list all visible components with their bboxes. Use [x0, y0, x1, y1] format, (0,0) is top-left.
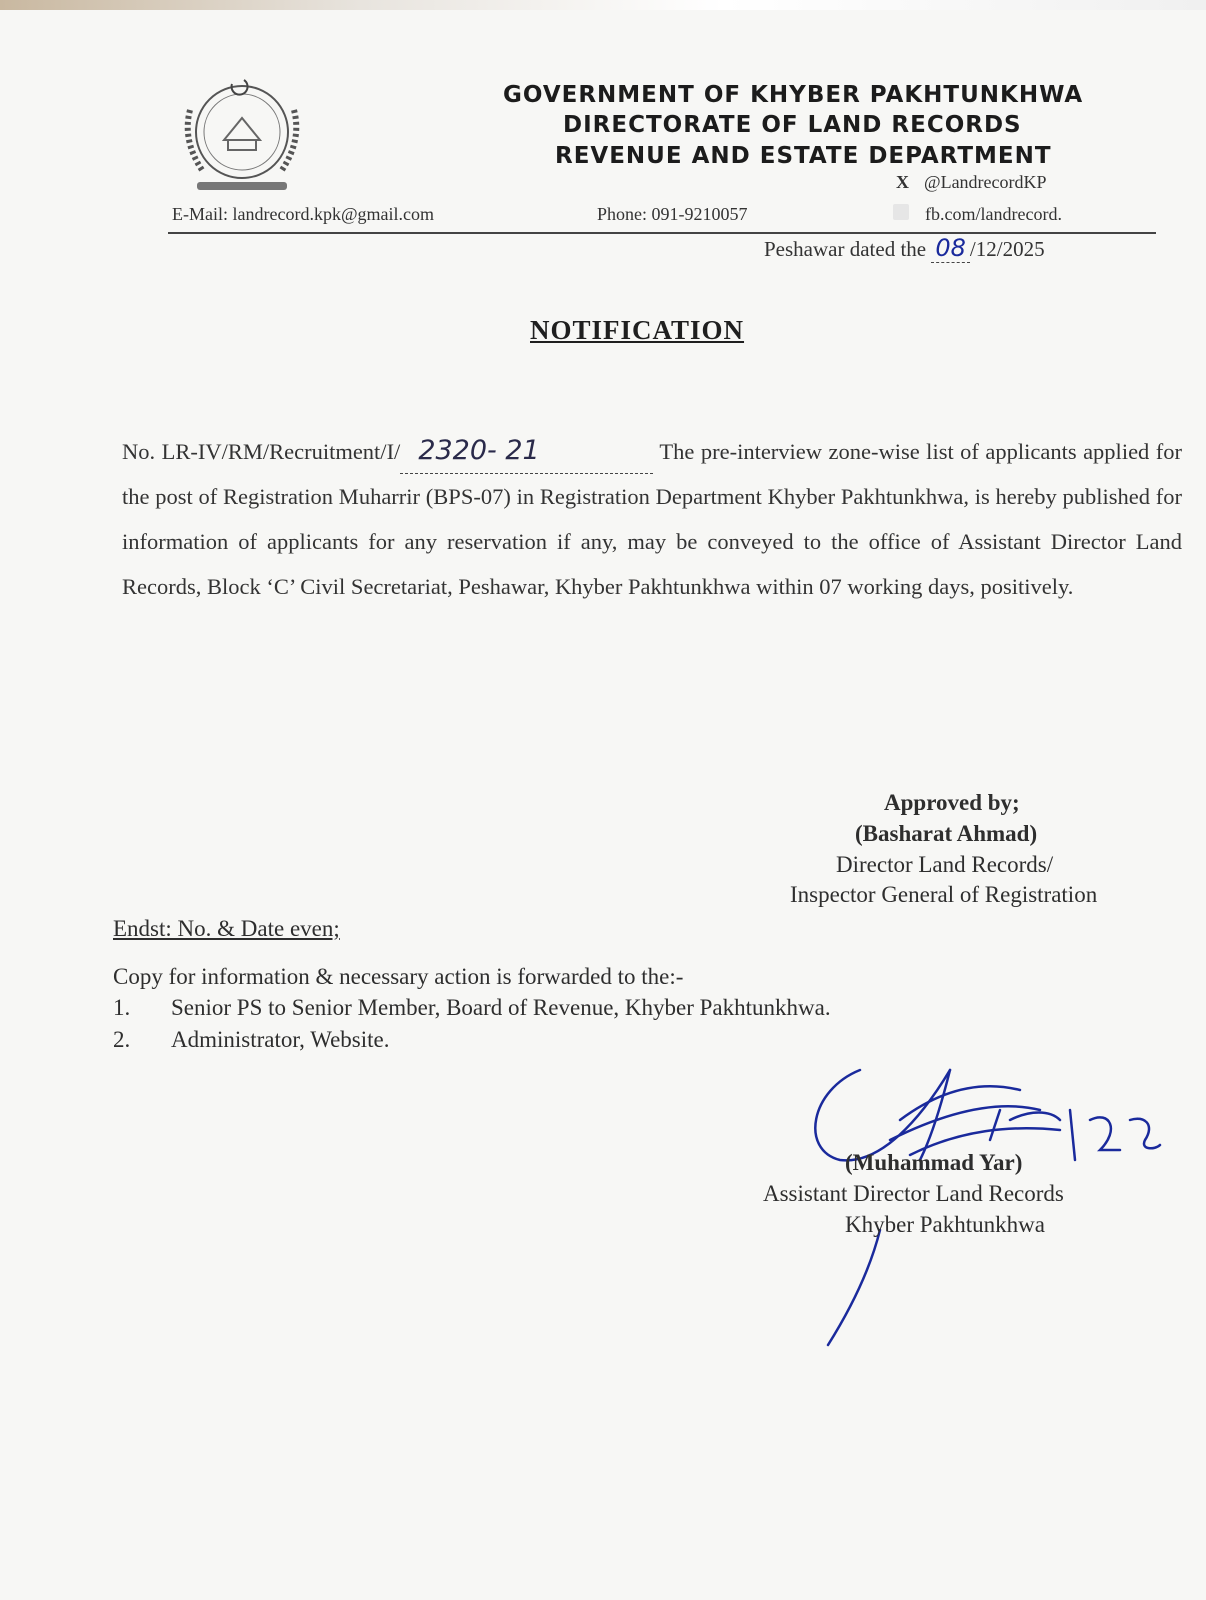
notification-body — [122, 428, 1182, 609]
dated-line — [764, 234, 1045, 262]
list-item: Senior PS to Senior Member, Board of Revenue, Khyber Pakhtunkhwa. — [171, 995, 831, 1020]
signatory-designation-2: Khyber Pakhtunkhwa — [845, 1212, 1045, 1237]
endorsement-heading: Endst: No. & Date even; — [113, 916, 340, 941]
list-item-number: 1. — [113, 995, 131, 1020]
endorsement-intro: Copy for information & necessary action is forwarded to the:- — [113, 964, 684, 989]
approved-label: Approved by; — [884, 790, 1020, 815]
header-government: GOVERNMENT OF KHYBER PAKHTUNKHWA — [503, 82, 1084, 108]
header-directorate: DIRECTORATE OF LAND RECORDS — [563, 112, 1022, 138]
list-item-number: 2. — [113, 1027, 131, 1052]
twitter-handle: @LandrecordKP — [924, 172, 1047, 192]
list-item: Administrator, Website. — [171, 1027, 390, 1052]
reference-prefix: No. LR-IV/RM/Recruitment/I/ — [122, 439, 401, 464]
phone: Phone: 091-9210057 — [597, 204, 748, 224]
dated-rest: /12/2025 — [969, 237, 1045, 261]
approver-designation-2: Inspector General of Registration — [790, 882, 1098, 907]
dated-day: 08 — [931, 234, 970, 263]
approver-designation-1: Director Land Records/ — [836, 852, 1054, 877]
signatory-designation-1: Assistant Director Land Records — [763, 1181, 1064, 1206]
signatory-name: (Muhammad Yar) — [845, 1150, 1023, 1175]
scan-edge — [0, 0, 1206, 10]
reference-number: 2320- 21 — [400, 428, 653, 474]
facebook-page: fb.com/landrecord. — [925, 204, 1062, 224]
body-text: The pre-interview zone-wise list of applicants applied for the post of Registration Muharrir (BPS-07) in Registration Department Khyber Pakhtunkhwa, is hereby published for information of applicants for any reservation if any, may be conveyed to the office of Assistant Director Land Records, Block ‘C’ Civil Secretariat, Peshawar, Khyber Pakhtunkhwa within 07 working days, positively. — [122, 439, 1183, 599]
kp-government-emblem — [172, 70, 312, 202]
header-department: REVENUE AND ESTATE DEPARTMENT — [555, 143, 1052, 169]
facebook-icon — [893, 204, 909, 220]
x-logo-icon: X — [896, 172, 909, 192]
approver-name: (Basharat Ahmad) — [855, 821, 1038, 846]
notification-title: NOTIFICATION — [530, 315, 745, 345]
email: E-Mail: landrecord.kpk@gmail.com — [172, 204, 435, 224]
dated-label: Peshawar dated the — [764, 237, 927, 261]
